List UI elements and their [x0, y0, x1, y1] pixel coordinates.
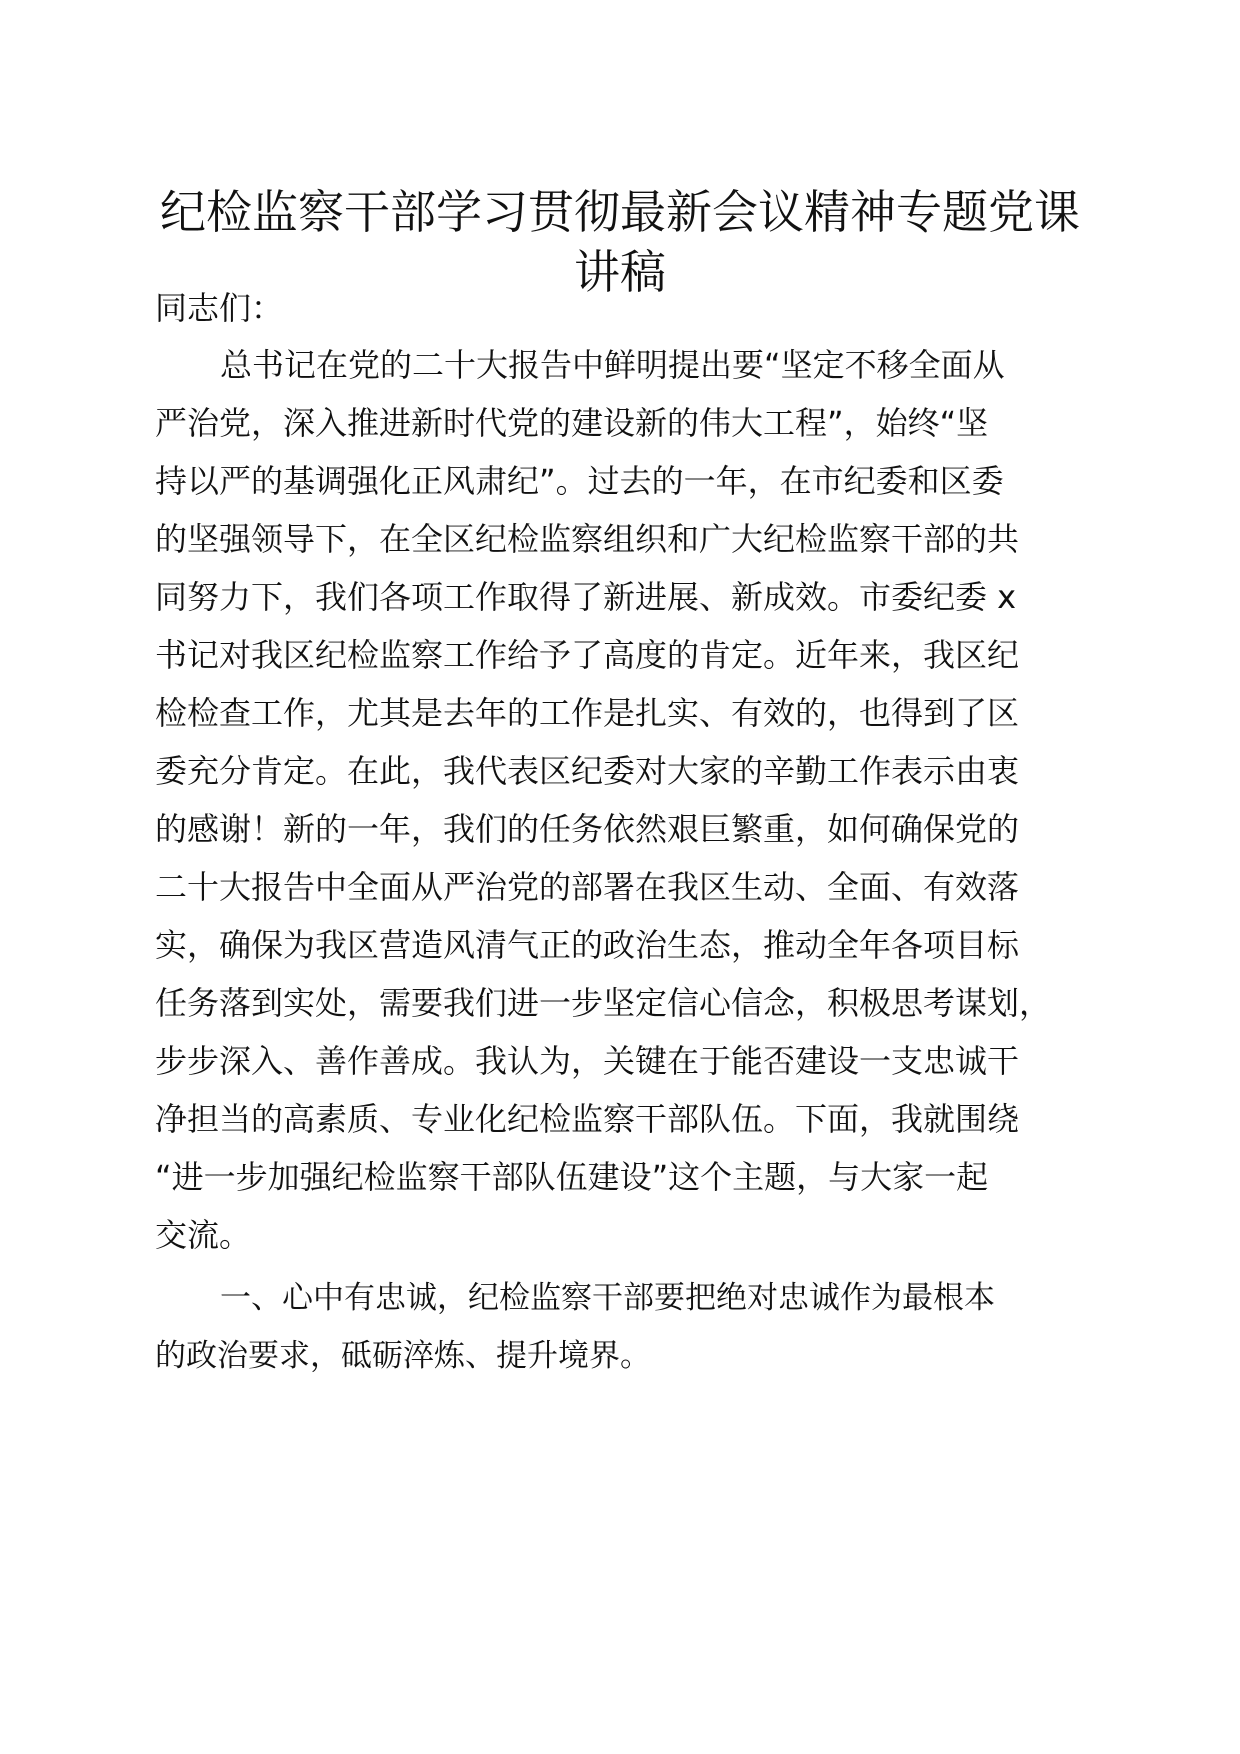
- document-title-line-2: 讲稿: [574, 245, 666, 299]
- paragraph-line: 步步深入、善作善成。我认为，关键在于能否建设一支忠诚干: [155, 1042, 1020, 1080]
- paragraph-line: 净担当的高素质、专业化纪检监察干部队伍。下面，我就围绕: [155, 1100, 1020, 1138]
- paragraph-line: 同努力下，我们各项工作取得了新进展、新成效。市委纪委 x: [155, 578, 1017, 616]
- paragraph-line: “进一步加强纪检监察干部队伍建设”这个主题，与大家一起: [155, 1158, 989, 1196]
- paragraph-line: 任务落到实处，需要我们进一步坚定信心信念，积极思考谋划，: [155, 984, 1052, 1022]
- paragraph-line: 实，确保为我区营造风清气正的政治生态，推动全年各项目标: [155, 926, 1020, 964]
- paragraph-line: 交流。: [155, 1216, 252, 1254]
- paragraph-line: 的坚强领导下，在全区纪检监察组织和广大纪检监察干部的共: [155, 520, 1020, 558]
- document-title-line-1: 纪检监察干部学习贯彻最新会议精神专题党课: [160, 185, 1080, 239]
- paragraph-line: 二十大报告中全面从严治党的部署在我区生动、全面、有效落: [155, 868, 1020, 906]
- paragraph-line: 总书记在党的二十大报告中鲜明提出要“坚定不移全面从: [220, 346, 1005, 384]
- paragraph-line: 委充分肯定。在此，我代表区纪委对大家的辛勤工作表示由衷: [155, 752, 1020, 790]
- salutation: 同志们：: [155, 289, 284, 327]
- paragraph-line: 持以严的基调强化正风肃纪”。过去的一年，在市纪委和区委: [155, 462, 1004, 500]
- paragraph-line: 严治党，深入推进新时代党的建设新的伟大工程”，始终“坚: [155, 404, 989, 442]
- section-heading-line-2: 的政治要求，砥砺淬炼、提升境界。: [155, 1338, 651, 1374]
- section-heading-line-1: 一、心中有忠诚，纪检监察干部要把绝对忠诚作为最根本: [220, 1280, 995, 1316]
- paragraph-line: 书记对我区纪检监察工作给予了高度的肯定。近年来，我区纪: [155, 636, 1020, 674]
- paragraph-line: 检检查工作，尤其是去年的工作是扎实、有效的，也得到了区: [155, 694, 1020, 732]
- paragraph-line: 的感谢！新的一年，我们的任务依然艰巨繁重，如何确保党的: [155, 810, 1020, 848]
